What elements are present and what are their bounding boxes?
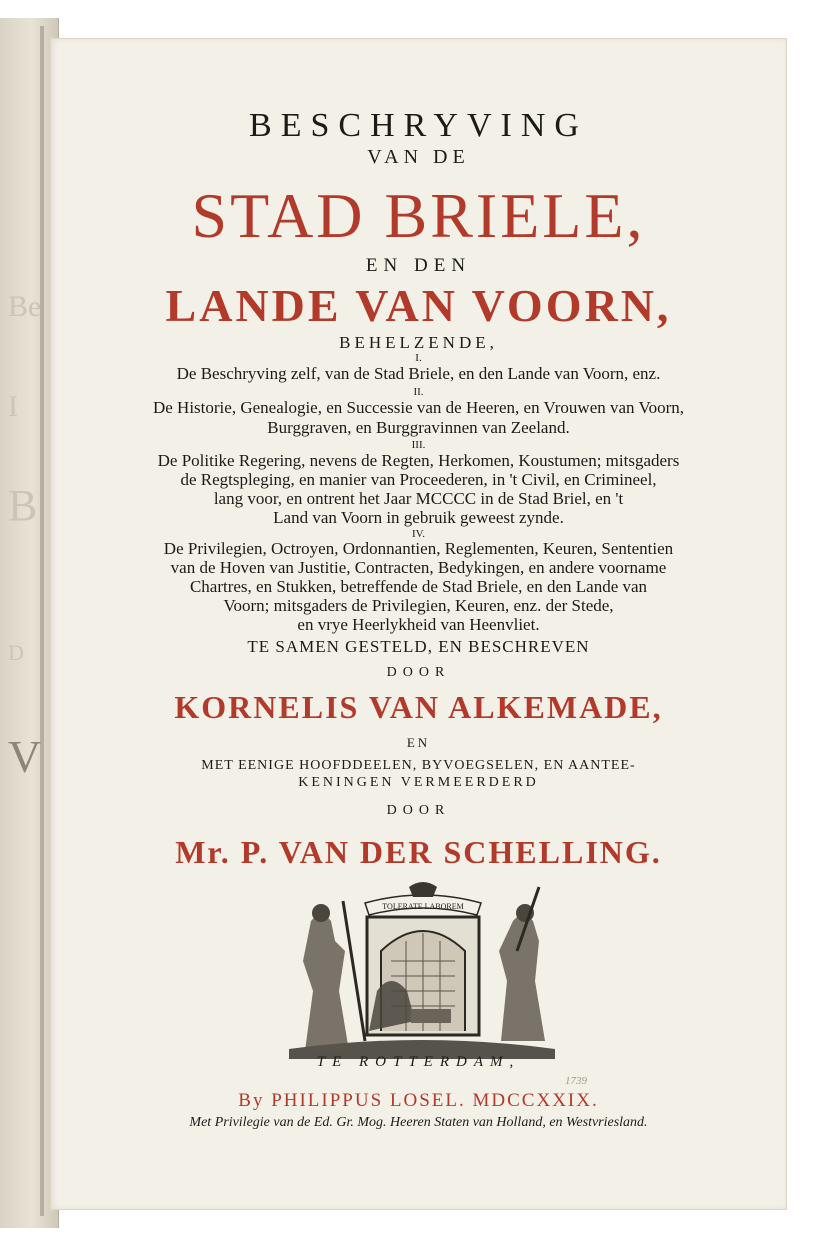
title-line-van-de: VAN DE [367,146,470,168]
printers-device-engraving [281,881,563,1061]
section-text: Land van Voorn in gebruik geweest zynde. [273,508,564,527]
door-line: DOOR [386,803,451,818]
title-line-beschryving: BESCHRYVING [249,107,588,144]
author-alkemade: KORNELIS VAN ALKEMADE, [174,689,663,725]
section-number: III. [411,439,426,451]
bleed-through-mark: D [8,640,24,665]
section-text: De Historie, Genealogie, en Successie van de Heeren, en Vrouwen van Voorn, [152,398,684,417]
bleed-through-mark: Be [8,290,42,323]
title-line-en-den: EN DEN [365,255,472,276]
title-lande-van-voorn: LANDE VAN VOORN, [165,280,672,331]
compiled-line: TE SAMEN GESTELD, EN BESCHREVEN [247,637,590,656]
section-text: en vrye Heerlykheid van Heenvliet. [297,615,540,634]
augmented-line: KENINGEN VERMEERDERD [298,775,539,790]
section-text: De Privilegien, Octroyen, Ordonnantien, Reglementen, Keuren, Sententien [163,539,674,558]
bleed-through-mark: B [8,481,38,530]
section-number: IV. [412,528,425,540]
section-text: lang voor, en ontrent het Jaar MCCCC in de Stad Briel, en 't [213,489,624,508]
section-text: Burggraven, en Burggravinnen van Zeeland. [267,418,570,437]
augmented-line: MET EENIGE HOOFDDEELEN, BYVOEGSELEN, EN AANTEE- [201,758,636,773]
section-text: Voorn; mitsgaders de Privilegien, Keuren, enz. der Stede, [223,596,614,615]
place-rotterdam: TE ROTTERDAM, [316,1054,521,1070]
title-stad-briele: STAD BRIELE, [191,180,646,251]
printer-line: By PHILIPPUS LOSEL. MDCCXXIX. [238,1090,599,1111]
section-text: de Regtspleging, en manier van Proceederen, in 't Civil, en Crimineel, [180,470,657,489]
author-schelling: Mr. P. VAN DER SCHELLING. [175,834,662,870]
section-text: Chartres, en Stukken, betreffende de Stad Briele, en den Lande van [189,577,648,596]
section-number: I. [415,352,422,364]
motto-banner-text: TOLERATE LABOREM [382,902,464,911]
behelzende: BEHELZENDE, [339,333,498,352]
section-text: van de Hoven van Justitie, Contracten, Bedykingen, en andere voorname [170,558,667,577]
section-text: De Politike Regering, nevens de Regten, Herkomen, Koustumen; mitsgaders [157,451,680,470]
en-line: EN [406,735,431,750]
title-page [50,38,787,1210]
section-number: II. [413,386,424,398]
section-text: De Beschryving zelf, van de Stad Briele, en den Lande van Voorn, enz. [176,364,661,383]
bleed-through-mark: I [8,390,18,423]
bleed-through-mark: V [8,731,42,782]
door-line: DOOR [386,665,451,680]
spine-shadow [40,26,44,1216]
pencil-annotation: 1739 [565,1075,587,1087]
privilege-line: Met Privilegie van de Ed. Gr. Mog. Heeren Staten van Holland, en Westvriesland. [189,1115,648,1130]
